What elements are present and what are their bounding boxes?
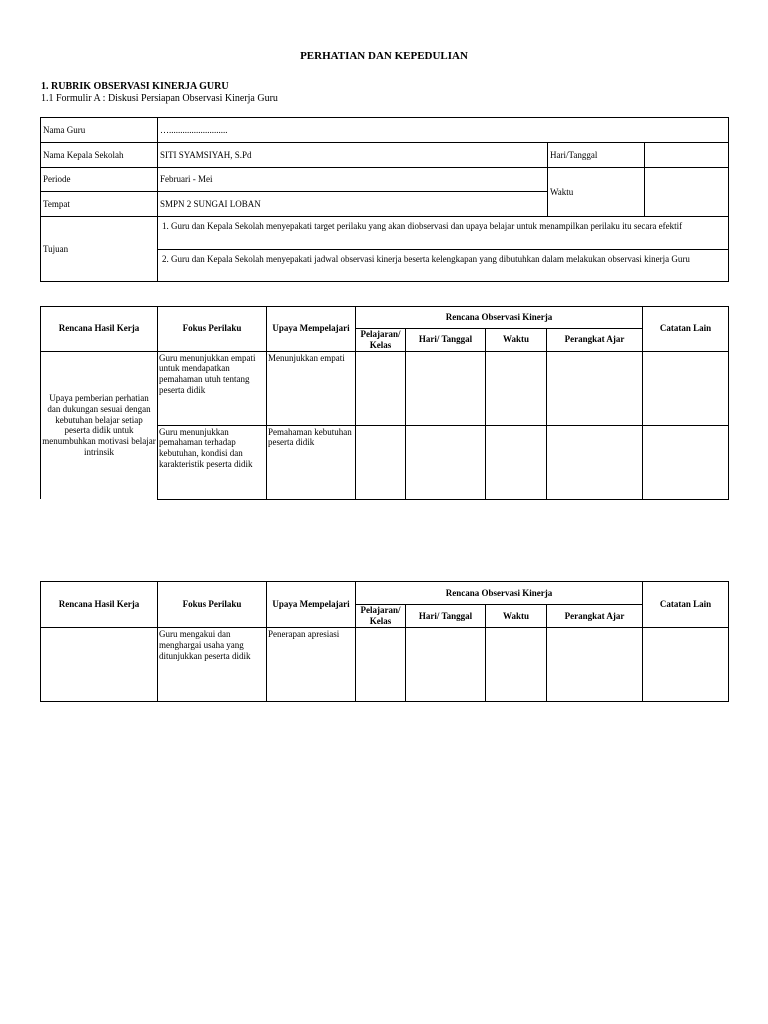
document-title: PERHATIAN DAN KEPEDULIAN: [300, 50, 468, 62]
tujuan-item-1: [158, 217, 729, 250]
periode-value[interactable]: Februari - Mei: [158, 168, 548, 192]
header-upaya-mempelajari: Upaya Mempelajari: [267, 582, 356, 628]
perangkat-ajar-cell[interactable]: [547, 425, 643, 499]
header-waktu: Waktu: [486, 605, 547, 628]
header-fokus-perilaku: Fokus Perilaku: [158, 582, 267, 628]
header-fokus-perilaku: Fokus Perilaku: [158, 307, 267, 352]
nama-guru-value[interactable]: …..........................: [158, 118, 729, 143]
hari-tanggal-cell[interactable]: [406, 628, 486, 702]
fokus-perilaku-cell: Guru menunjukkan pemahaman terhadap kebutuhan, kondisi dan karakteristik peserta didik: [158, 425, 267, 499]
upaya-mempelajari-cell: Penerapan apresiasi: [267, 628, 356, 702]
header-rencana-hasil-kerja: Rencana Hasil Kerja: [41, 307, 158, 352]
upaya-mempelajari-cell: Menunjukkan empati: [267, 351, 356, 425]
perangkat-ajar-cell[interactable]: [547, 351, 643, 425]
tujuan-item-2-text: 2. Guru dan Kepala Sekolah menyepakati jadwal observasi kinerja beserta kelengkapan yang dibutuhkan dalam melakukan observasi kinerja Guru: [162, 254, 690, 264]
header-pelajaran-kelas: Pelajaran/ Kelas: [356, 329, 406, 352]
pelajaran-kelas-cell[interactable]: [356, 351, 406, 425]
header-waktu: Waktu: [486, 329, 547, 352]
periode-label: Periode: [41, 168, 158, 192]
waktu-cell[interactable]: [486, 425, 547, 499]
section-subheading: 1.1 Formulir A : Diskusi Persiapan Observasi Kinerja Guru: [41, 93, 278, 104]
header-rencana-observasi: Rencana Observasi Kinerja: [356, 307, 643, 329]
kepala-sekolah-value[interactable]: SITI SYAMSIYAH, S.Pd: [158, 143, 548, 168]
header-hari-tanggal: Hari/ Tanggal: [406, 329, 486, 352]
header-perangkat-ajar: Perangkat Ajar: [547, 329, 643, 352]
catatan-lain-cell[interactable]: [643, 425, 729, 499]
header-rencana-observasi: Rencana Observasi Kinerja: [356, 582, 643, 605]
section-heading: 1. RUBRIK OBSERVASI KINERJA GURU: [41, 81, 229, 92]
tujuan-item-1-text: 1. Guru dan Kepala Sekolah menyepakati target perilaku yang akan diobservasi dan upaya belajar untuk menampilkan perilaku itu secara efektif: [162, 221, 683, 231]
kepala-sekolah-label: Nama Kepala Sekolah: [41, 143, 158, 168]
tujuan-label: Tujuan: [41, 217, 158, 282]
nama-guru-label: Nama Guru: [41, 118, 158, 143]
waktu-cell[interactable]: [486, 351, 547, 425]
fokus-perilaku-cell: Guru mengakui dan menghargai usaha yang ditunjukkan peserta didik: [158, 628, 267, 702]
info-table: [40, 117, 729, 282]
header-catatan-lain: Catatan Lain: [643, 307, 729, 352]
header-pelajaran-kelas: Pelajaran/ Kelas: [356, 605, 406, 628]
fokus-perilaku-cell: Guru menunjukkan empati untuk mendapatkan pemahaman utuh tentang peserta didik: [158, 351, 267, 425]
observation-table-1: [40, 306, 729, 500]
pelajaran-kelas-cell[interactable]: [356, 425, 406, 499]
hari-tanggal-cell[interactable]: [406, 351, 486, 425]
header-perangkat-ajar: Perangkat Ajar: [547, 605, 643, 628]
waktu-label: Waktu: [548, 168, 645, 217]
catatan-lain-cell[interactable]: [643, 351, 729, 425]
hari-tanggal-cell[interactable]: [406, 425, 486, 499]
header-rencana-hasil-kerja: Rencana Hasil Kerja: [41, 582, 158, 628]
tujuan-item-2: [158, 250, 729, 282]
perangkat-ajar-cell[interactable]: [547, 628, 643, 702]
observation-table-2: [40, 581, 729, 702]
waktu-value[interactable]: [645, 168, 729, 217]
hari-tanggal-value[interactable]: [645, 143, 729, 168]
upaya-mempelajari-cell: Pemahaman kebutuhan peserta didik: [267, 425, 356, 499]
header-upaya-mempelajari: Upaya Mempelajari: [267, 307, 356, 352]
waktu-cell[interactable]: [486, 628, 547, 702]
catatan-lain-cell[interactable]: [643, 628, 729, 702]
pelajaran-kelas-cell[interactable]: [356, 628, 406, 702]
tempat-value[interactable]: SMPN 2 SUNGAI LOBAN: [158, 192, 548, 217]
tempat-label: Tempat: [41, 192, 158, 217]
header-catatan-lain: Catatan Lain: [643, 582, 729, 628]
hari-tanggal-label: Hari/Tanggal: [548, 143, 645, 168]
header-hari-tanggal: Hari/ Tanggal: [406, 605, 486, 628]
rencana-hasil-kerja-cell: [41, 628, 158, 702]
rencana-hasil-kerja-cell: Upaya pemberian perhatian dan dukungan sesuai dengan kebutuhan belajar setiap peserta didik untuk menumbuhkan motivasi belajar intrinsik: [41, 351, 158, 499]
